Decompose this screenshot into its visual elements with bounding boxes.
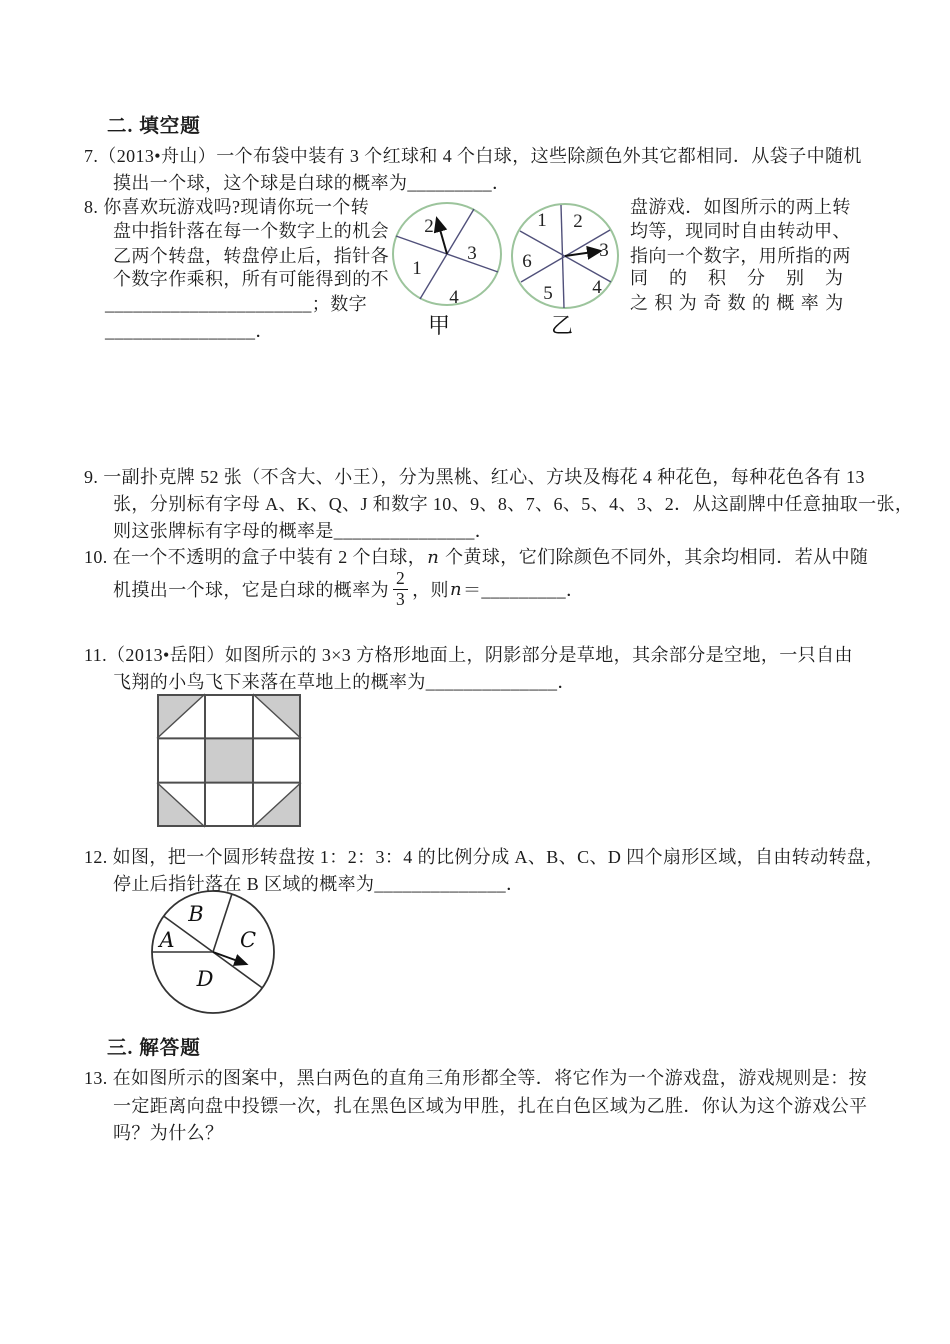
- pie-radius-cd: [213, 952, 262, 988]
- p8-right-line3: 指向一个数字，用所指的两: [630, 246, 851, 266]
- jia-number-4: 4: [449, 287, 459, 308]
- jia-number-2: 2: [424, 216, 434, 237]
- yi-label: 乙: [551, 313, 574, 338]
- spinner-jia-figure: [390, 196, 506, 312]
- p8-left-line6: ________________．: [105, 321, 274, 341]
- p11-line1: 11.（2013•岳阳）如图所示的 3×3 方格形地面上，阴影部分是草地，其余部分是空地，一只自由: [84, 645, 853, 665]
- p8-right-line2: 均等，现同时自由转动甲、: [630, 221, 851, 241]
- fraction-numerator: 2: [393, 569, 408, 589]
- pie-radius-bc: [213, 894, 232, 952]
- fraction-two-thirds: [393, 569, 408, 609]
- p10-line2-post: ＝_________．: [462, 580, 585, 600]
- p13-line2: 一定距离向盘中投镖一次，扎在黑色区域为甲胜，扎在白色区域为乙胜．你认为这个游戏公平: [113, 1096, 868, 1116]
- grid-3x3-figure: [157, 694, 301, 827]
- jia-number-3: 3: [467, 243, 477, 264]
- pie-spinner-figure: [148, 888, 284, 1018]
- p7-line2: 摸出一个球，这个球是白球的概率为_________．: [113, 173, 511, 193]
- p8-right-line1: 盘游戏．如图所示的两上转: [630, 197, 851, 217]
- section-title-answer: 三. 解答题: [107, 1038, 201, 1059]
- yi-number-2: 2: [573, 211, 583, 232]
- p8-left-line3: 乙两个转盘，转盘停止后，指针各: [113, 246, 389, 266]
- section-title-fill-in: 二. 填空题: [107, 116, 201, 137]
- p10-line1: [84, 546, 868, 569]
- p10-line1-pre: 10. 在一个不透明的盒子中装有 2 个白球，: [84, 547, 427, 567]
- jia-number-1: 1: [412, 258, 422, 279]
- p10-line2-pre: 机摸出一个球，它是白球的概率为: [113, 580, 389, 600]
- p9-line2: 张，分别标有字母 A、K、Q、J 和数字 10、9、8、7、6、5、4、3、2．从这副牌中任意抽取一张，: [113, 494, 914, 514]
- p13-line1: 13. 在如图所示的图案中，黑白两色的直角三角形都全等．将它作为一个游戏盘，游戏规则是：按: [84, 1068, 867, 1088]
- yi-number-1: 1: [537, 210, 547, 231]
- fraction-denominator: 3: [396, 588, 406, 609]
- p8-left-line1: 8. 你喜欢玩游戏吗?现请你玩一个转: [84, 197, 370, 217]
- p9-line3: 则这张牌标有字母的概率是_______________．: [113, 521, 494, 541]
- jia-label: 甲: [428, 313, 451, 338]
- p10-n-symbol-2: n: [449, 578, 462, 600]
- p10-line2-mid: ，则: [412, 580, 449, 600]
- spinner-yi-figure: [508, 196, 626, 314]
- p8-left-line5: ______________________；数字: [105, 294, 367, 314]
- yi-number-3: 3: [599, 240, 609, 261]
- yi-number-6: 6: [522, 251, 532, 272]
- p8-right-line4: 同的积分别为: [630, 268, 864, 288]
- p8-right-line5: 之积为奇数的概率为: [630, 293, 850, 313]
- p10-line2: [113, 567, 584, 611]
- yi-number-4: 4: [592, 277, 602, 298]
- p7-line1: 7.（2013•舟山）一个布袋中装有 3 个红球和 4 个白球，这些除颜色外其它都相同．从袋子中随机: [84, 146, 862, 166]
- p10-line1-post: 个黄球，它们除颜色不同外，其余均相同．若从中随: [440, 547, 869, 567]
- grid-shaded-center: [205, 738, 253, 782]
- jia-pointer-arrow-icon: [437, 219, 447, 254]
- p13-line3: 吗？为什么？: [113, 1123, 224, 1143]
- yi-number-5: 5: [543, 283, 553, 304]
- pie-region-b: B: [188, 902, 204, 926]
- p8-left-line2: 盘中指针落在每一个数字上的机会: [113, 221, 389, 241]
- p12-line1: 12. 如图，把一个圆形转盘按 1：2：3：4 的比例分成 A、B、C、D 四个扇形区域，自由转动转盘，: [84, 847, 884, 867]
- p10-n-symbol: n: [427, 547, 440, 568]
- pie-region-a: A: [159, 928, 175, 952]
- pie-region-c: C: [239, 928, 257, 952]
- pie-region-d: D: [196, 967, 214, 991]
- pie-pointer-arrow-icon: [213, 952, 246, 964]
- p11-line2: 飞翔的小鸟飞下来落在草地上的概率为______________．: [113, 672, 576, 692]
- p9-line1: 9. 一副扑克牌 52 张（不含大、小王），分为黑桃、红心、方块及梅花 4 种花色，每种花色各有 13: [84, 467, 865, 487]
- p12-line2: 停止后指针落在 B 区域的概率为______________．: [113, 874, 525, 894]
- p8-left-line4: 个数字作乘积，所有可能得到的不: [113, 269, 389, 289]
